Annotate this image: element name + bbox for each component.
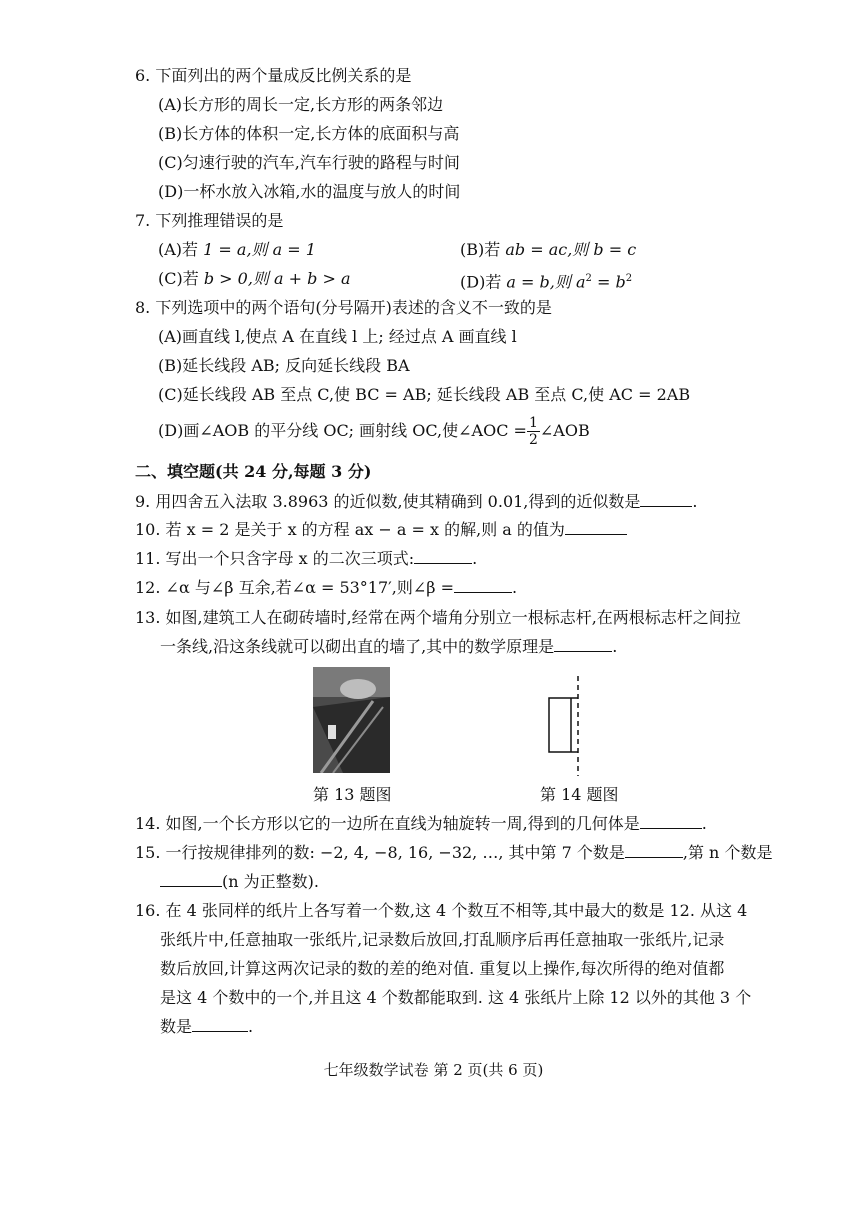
q16-line5-text: 数是 — [160, 1017, 193, 1036]
q8-option-a: (A)画直线 l,使点 A 在直线 l 上; 经过点 A 画直线 l — [158, 327, 517, 346]
q11: 11. 写出一个只含字母 x 的二次三项式: . — [135, 549, 478, 568]
q15-text-b: ,第 n 个数是 — [682, 843, 773, 862]
q6-option-d: (D)一杯水放入冰箱,水的温度与放人的时间 — [158, 182, 461, 201]
q7-c-expr: b > 0,则 a + b > a — [203, 269, 351, 288]
q7-d-sup1: 2 — [585, 273, 592, 284]
q8-d-fraction — [527, 415, 540, 448]
q15-line2 — [160, 872, 319, 892]
q13-line1: 13. 如图,建筑工人在砌砖墙时,经常在两个墙角分别立一根标志杆,在两根标志杆之间拉 — [135, 608, 741, 627]
q6-option-b: (B)长方体的体积一定,长方体的底面积与高 — [158, 124, 460, 143]
q16-line4: 是这 4 个数中的一个,并且这 4 个数都能取到. 这 4 张纸片上除 12 以外的其他 3 个 — [160, 988, 752, 1007]
q11-text: 11. 写出一个只含字母 x 的二次三项式: — [135, 549, 415, 568]
q8-option-d — [158, 413, 590, 449]
fig14-caption: 第 14 题图 — [540, 785, 619, 804]
page-footer: 七年级数学试卷 第 2 页(共 6 页) — [323, 1061, 544, 1079]
q7-c-label: (C)若 — [158, 269, 204, 288]
q14-text: 14. 如图,一个长方形以它的一边所在直线为轴旋转一周,得到的几何体是 — [135, 814, 640, 833]
q9: 9. 用四舍五入法取 3.8963 的近似数,使其精确到 0.01,得到的近似数是 . — [135, 492, 698, 511]
q10-text: 10. 若 x = 2 是关于 x 的方程 ax − a = x 的解,则 a 的值为 — [135, 520, 565, 539]
q8-d-frac-num: 1 — [528, 415, 538, 431]
q7-a-label: (A)若 — [158, 240, 204, 259]
q8-d-frac-den: 2 — [528, 432, 538, 448]
q7-d-tail: = b — [591, 272, 626, 292]
q7-b-label: (B)若 — [460, 240, 506, 259]
q16-answer-blank[interactable] — [192, 1017, 248, 1032]
q8-d-post: ∠AOB — [539, 421, 590, 440]
q16-line2: 张纸片中,任意抽取一张纸片,记录数后放回,打乱顺序后再任意抽取一张纸片,记录 — [160, 930, 725, 949]
q12-text: 12. ∠α 与∠β 互余,若∠α = 53°17′,则∠β = — [135, 578, 455, 597]
q11-answer-blank[interactable] — [414, 549, 472, 564]
q15-text-a: 15. 一行按规律排列的数: −2, 4, −8, 16, −32, …, 其中第 7 个数是 — [135, 843, 625, 862]
q10 — [135, 520, 627, 540]
q7-d-label: (D)若 — [460, 272, 507, 292]
q7-a-expr: 1 = a,则 a = 1 — [203, 240, 316, 259]
q15-answer-blank-1[interactable] — [625, 843, 683, 858]
fig14-diagram — [536, 676, 596, 776]
q7-option-b — [460, 240, 636, 260]
q8-option-c: (C)延长线段 AB 至点 C,使 BC = AB; 延长线段 AB 至点 C,使 AC = 2AB — [158, 385, 691, 404]
fig14-rectangle — [549, 698, 578, 752]
q16-line3: 数后放回,计算这两次记录的数的差的绝对值. 重复以上操作,每次所得的绝对值都 — [160, 959, 725, 978]
q8-option-b: (B)延长线段 AB; 反向延长线段 BA — [158, 356, 410, 375]
q14: 14. 如图,一个长方形以它的一边所在直线为轴旋转一周,得到的几何体是 . — [135, 814, 707, 833]
q10-answer-blank[interactable] — [565, 520, 627, 535]
q9-text: 9. 用四舍五入法取 3.8963 的近似数,使其精确到 0.01,得到的近似数是 — [135, 492, 641, 511]
q13-line2-text: 一条线,沿这条线就可以砌出直的墙了,其中的数学原理是 — [160, 637, 555, 656]
fig13-caption: 第 13 题图 — [313, 785, 392, 804]
q15-answer-blank-2[interactable] — [160, 872, 222, 887]
q14-answer-blank[interactable] — [640, 814, 702, 829]
q13-answer-blank[interactable] — [554, 637, 612, 652]
q13-line2: 一条线,沿这条线就可以砌出直的墙了,其中的数学原理是 . — [160, 637, 618, 656]
q7-b-expr: ab = ac,则 b = c — [505, 240, 637, 259]
section-heading: 二、填空题(共 24 分,每题 3 分) — [135, 462, 372, 481]
q16-line1: 16. 在 4 张同样的纸片上各写着一个数,这 4 个数互不相等,其中最大的数是 12. 从这 4 — [135, 901, 748, 920]
q6-option-a: (A)长方形的周长一定,长方形的两条邻边 — [158, 95, 444, 114]
q7-d-expr: a = b,则 a — [506, 272, 586, 292]
q12-answer-blank[interactable] — [454, 578, 512, 593]
q7-option-d — [460, 269, 632, 292]
q7-d-sup2: 2 — [625, 273, 633, 284]
q7-option-c — [158, 269, 350, 289]
q8-d-pre: (D)画∠AOB 的平分线 OC; 画射线 OC,使∠AOC = — [158, 421, 527, 440]
q15-line1 — [135, 843, 772, 863]
q15-line2-text: (n 为正整数). — [222, 872, 319, 891]
q6-stem: 6. 下面列出的两个量成反比例关系的是 — [135, 66, 412, 85]
q7-option-a — [158, 240, 316, 260]
q6-option-c: (C)匀速行驶的汽车,汽车行驶的路程与时间 — [158, 153, 460, 172]
q9-answer-blank[interactable] — [640, 492, 692, 507]
q8-stem: 8. 下列选项中的两个语句(分号隔开)表述的含义不一致的是 — [135, 298, 552, 317]
q12: 12. ∠α 与∠β 互余,若∠α = 53°17′,则∠β = . — [135, 578, 518, 597]
q16-line5: 数是 . — [160, 1017, 254, 1036]
fig13-photo — [313, 667, 390, 773]
q7-stem: 7. 下列推理错误的是 — [135, 211, 284, 230]
